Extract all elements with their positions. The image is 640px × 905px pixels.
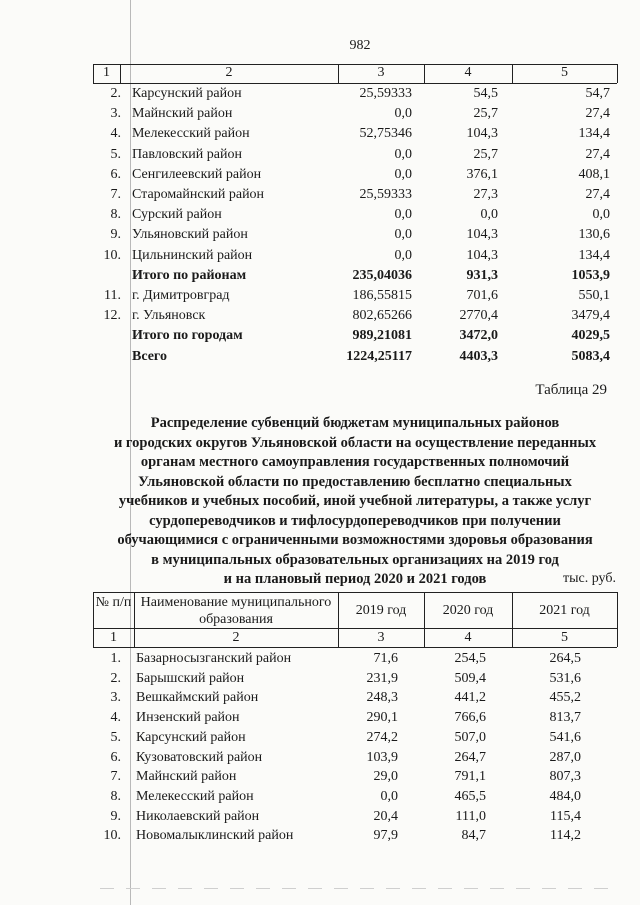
index-cell: 2 — [232, 630, 240, 645]
municipality-name: Итого по районам — [132, 268, 247, 283]
column-header-2021: 2021 год — [539, 603, 590, 618]
municipality-name: Всего — [132, 349, 167, 364]
value-col3: 186,55815 — [352, 288, 412, 303]
row-number: 7. — [110, 187, 121, 202]
table-caption: Таблица 29 — [535, 382, 607, 398]
value-2019: 290,1 — [366, 710, 398, 725]
row-number: 3. — [110, 690, 121, 705]
municipality-name: Мелекесский район — [136, 789, 254, 804]
value-2020: 254,5 — [454, 651, 486, 666]
municipality-name: Кузоватовский район — [136, 750, 263, 765]
municipality-name: Сурский район — [132, 207, 222, 222]
municipality-name: Итого по городам — [132, 328, 243, 343]
index-cell: 1 — [110, 630, 117, 645]
index-cell: 4 — [464, 630, 472, 645]
municipality-name: Ульяновский район — [132, 227, 248, 242]
municipality-name: Цильнинский район — [132, 248, 253, 263]
row-number: 2. — [110, 86, 121, 101]
title-line: Распределение субвенций бюджетам муниципальных районов — [150, 415, 560, 431]
value-col3: 0,0 — [394, 248, 412, 263]
value-2020: 84,7 — [461, 828, 486, 843]
value-2020: 441,2 — [454, 690, 486, 705]
municipality-name: Базарносызганский район — [136, 651, 292, 666]
column-header-name: Наименование муниципального образования — [140, 595, 332, 627]
row-number: 12. — [103, 308, 121, 323]
value-col5: 0,0 — [592, 207, 610, 222]
value-2021: 807,3 — [549, 769, 581, 784]
table-title — [90, 414, 620, 590]
column-header-2020: 2020 год — [442, 603, 494, 618]
value-col4: 3472,0 — [459, 328, 498, 343]
value-col5: 27,4 — [585, 106, 610, 121]
value-2019: 274,2 — [366, 730, 398, 745]
value-col4: 25,7 — [473, 147, 498, 162]
municipality-name: Барышский район — [136, 671, 245, 686]
municipality-name: Вешкаймский район — [136, 690, 259, 705]
value-col3: 0,0 — [394, 227, 412, 242]
row-number: 5. — [110, 730, 121, 745]
value-col5: 3479,4 — [571, 308, 610, 323]
municipality-name: Майнский район — [132, 106, 233, 121]
value-col5: 550,1 — [578, 288, 610, 303]
value-2021: 531,6 — [549, 671, 581, 686]
value-col5: 27,4 — [585, 187, 610, 202]
index-cell: 3 — [377, 630, 385, 645]
value-col5: 134,4 — [578, 126, 610, 141]
value-col3: 52,75346 — [359, 126, 412, 141]
municipality-name: Павловский район — [132, 147, 242, 162]
value-col4: 104,3 — [466, 126, 498, 141]
value-2021: 541,6 — [549, 730, 581, 745]
column-header-number: № п/п — [95, 595, 132, 610]
title-line: органам местного самоуправления государственных полномочий — [140, 454, 570, 470]
value-col3: 0,0 — [394, 147, 412, 162]
value-col5: 4029,5 — [571, 328, 610, 343]
row-number: 9. — [110, 227, 121, 242]
municipality-name: Карсунский район — [132, 86, 242, 101]
row-number: 1. — [110, 651, 121, 666]
value-col5: 54,7 — [585, 86, 610, 101]
value-2021: 114,2 — [550, 828, 581, 843]
header-index-cell: 5 — [561, 65, 568, 80]
value-2020: 507,0 — [454, 730, 486, 745]
value-2019: 71,6 — [373, 651, 398, 666]
value-col3: 989,21081 — [352, 328, 412, 343]
value-col3: 0,0 — [394, 106, 412, 121]
value-2019: 97,9 — [373, 828, 398, 843]
municipality-name: Инзенский район — [136, 710, 240, 725]
page-number: 982 — [349, 38, 371, 53]
value-col3: 802,65266 — [352, 308, 412, 323]
value-col4: 27,3 — [473, 187, 498, 202]
title-line: в муниципальных образовательных организациях на 2019 год — [151, 551, 559, 568]
value-2019: 0,0 — [380, 789, 398, 804]
row-number: 10. — [103, 828, 121, 843]
row-number: 6. — [110, 750, 121, 765]
unit-label: тыс. руб. — [563, 571, 616, 586]
value-2019: 20,4 — [373, 809, 398, 824]
column-header-2019: 2019 год — [355, 603, 407, 618]
value-2020: 766,6 — [454, 710, 486, 725]
value-2021: 455,2 — [549, 690, 581, 705]
value-2021: 813,7 — [549, 710, 581, 725]
municipality-name: Николаевский район — [136, 809, 260, 824]
municipality-name: Мелекесский район — [132, 126, 250, 141]
row-number: 10. — [103, 248, 121, 263]
value-2020: 791,1 — [454, 769, 486, 784]
value-col3: 0,0 — [394, 207, 412, 222]
municipality-name: Сенгилеевский район — [132, 167, 262, 182]
municipality-name: Карсунский район — [136, 730, 246, 745]
value-2021: 264,5 — [549, 651, 581, 666]
index-cell: 5 — [561, 630, 568, 645]
value-2021: 287,0 — [549, 750, 581, 765]
header-index-cell: 2 — [225, 65, 233, 80]
value-2019: 231,9 — [366, 671, 398, 686]
value-2020: 264,7 — [454, 750, 486, 765]
value-col3: 0,0 — [394, 167, 412, 182]
value-2020: 509,4 — [454, 671, 486, 686]
municipality-name: Новомалыклинский район — [136, 828, 294, 843]
title-line: обучающимися с ограниченными возможностями здоровья образования — [117, 532, 593, 548]
value-col4: 0,0 — [480, 207, 498, 222]
municipality-name: Старомайнский район — [132, 187, 265, 202]
value-col3: 235,04036 — [352, 268, 412, 283]
value-col4: 104,3 — [466, 248, 498, 263]
scan-artifact-noise — [100, 888, 620, 889]
value-col4: 376,1 — [466, 167, 498, 182]
value-col3: 1224,25117 — [346, 349, 412, 364]
row-number: 5. — [110, 147, 121, 162]
row-number: 7. — [110, 769, 121, 784]
value-col5: 5083,4 — [571, 349, 610, 364]
value-col5: 408,1 — [578, 167, 610, 182]
value-col4: 25,7 — [473, 106, 498, 121]
value-2021: 484,0 — [549, 789, 581, 804]
value-col5: 130,6 — [578, 227, 610, 242]
header-index-cell: 1 — [103, 65, 110, 80]
value-2019: 103,9 — [366, 750, 398, 765]
row-number: 2. — [110, 671, 121, 686]
header-index-cell: 3 — [377, 65, 385, 80]
municipality-name: Майнский район — [136, 769, 237, 784]
row-number: 8. — [110, 789, 121, 804]
value-2019: 248,3 — [366, 690, 398, 705]
row-number: 4. — [110, 710, 121, 725]
municipality-name: г. Димитровград — [132, 288, 230, 303]
value-col4: 931,3 — [466, 268, 498, 283]
title-line: и на плановый период 2020 и 2021 годов — [223, 571, 487, 587]
title-line: сурдопереводчиков и тифлосурдопереводчиков при получении — [149, 512, 561, 529]
row-number: 9. — [110, 809, 121, 824]
value-col4: 4403,3 — [459, 349, 498, 364]
value-2021: 115,4 — [550, 809, 581, 824]
value-col3: 25,59333 — [359, 187, 412, 202]
row-number: 6. — [110, 167, 121, 182]
municipality-name: г. Ульяновск — [132, 308, 206, 323]
row-number: 3. — [110, 106, 121, 121]
row-number: 4. — [110, 126, 121, 141]
value-col4: 2770,4 — [459, 308, 498, 323]
value-col5: 27,4 — [585, 147, 610, 162]
row-number: 8. — [110, 207, 121, 222]
value-2020: 465,5 — [454, 789, 486, 804]
value-col5: 134,4 — [578, 248, 610, 263]
value-2019: 29,0 — [373, 769, 398, 784]
title-line: учебников и учебных пособий, иной учебной литературы, а также услуг — [118, 493, 592, 509]
value-col4: 54,5 — [473, 86, 498, 101]
value-col5: 1053,9 — [571, 268, 610, 283]
header-index-cell: 4 — [464, 65, 472, 80]
value-col3: 25,59333 — [359, 86, 412, 101]
row-number: 11. — [104, 288, 121, 303]
title-line: Ульяновской области по предоставлению бесплатно специальных — [138, 473, 572, 490]
value-col4: 701,6 — [466, 288, 498, 303]
value-col4: 104,3 — [466, 227, 498, 242]
title-line: и городских округов Ульяновской области на осуществление переданных — [113, 434, 597, 451]
value-2020: 111,0 — [455, 809, 486, 824]
